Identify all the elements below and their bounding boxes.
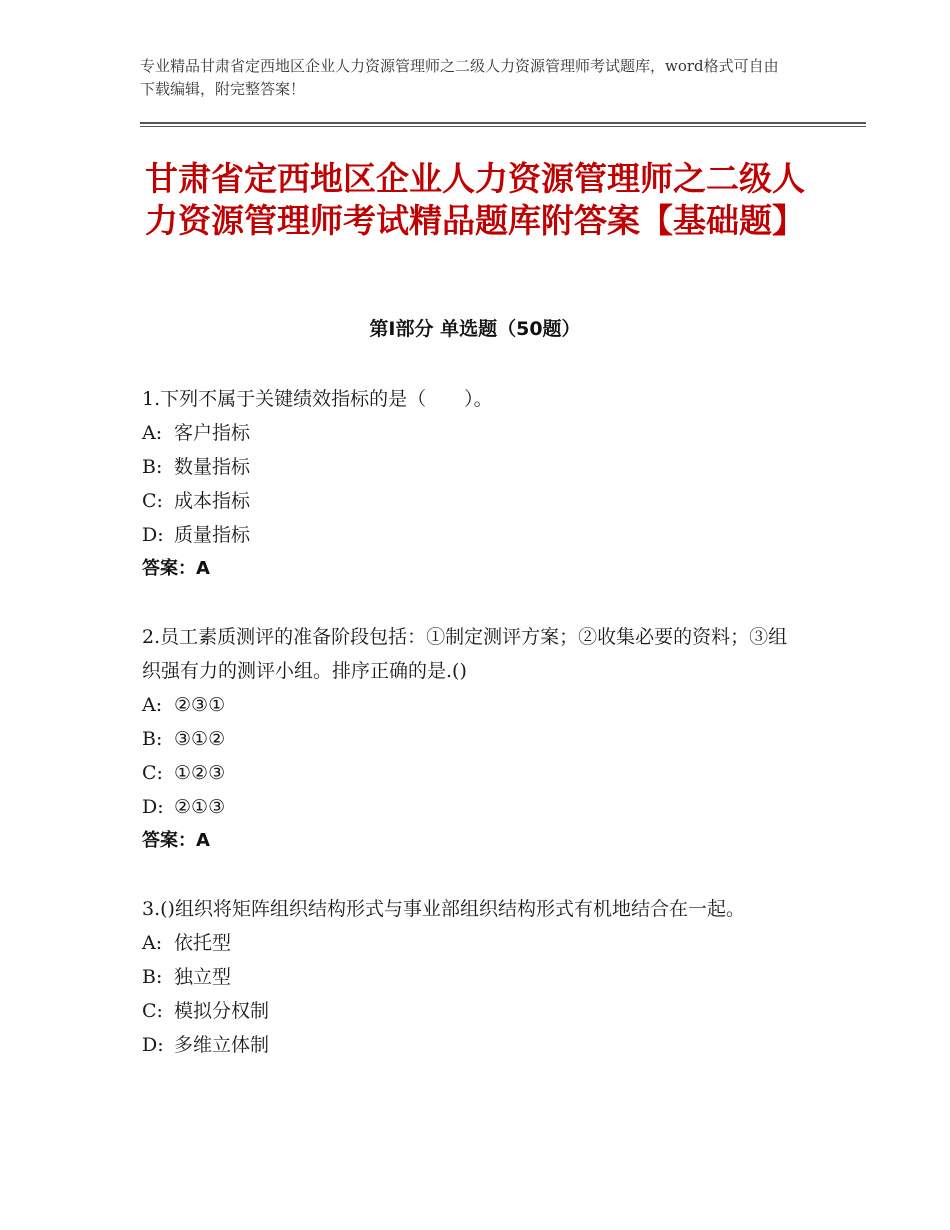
option-b [142,450,802,484]
question-text: 2.员工素质测评的准备阶段包括：①制定测评方案；②收集必要的资料；③组织强有力的测评小组。排序正确的是.() [142,626,788,682]
option-letter: B: [142,728,163,750]
option-c [142,756,802,790]
option-text: 模拟分权制 [174,1000,270,1022]
option-a [142,926,802,960]
option-letter: B: [142,966,163,988]
document-title: 甘肃省定西地区企业人力资源管理师之二级人力资源管理师考试精品题库附答案【基础题】 [145,159,805,240]
option-d [142,790,802,824]
option-text: 独立型 [174,966,232,988]
option-letter: D: [142,796,164,818]
question-list [142,382,802,1096]
option-letter: C: [142,1000,163,1022]
option-a [142,688,802,722]
option-text: ②③① [174,694,226,716]
option-text: ②①③ [174,796,226,818]
section-title: 第Ⅰ部分 单选题（50题） [369,318,581,340]
question-text: 1.下列不属于关键绩效指标的是（ ）。 [142,388,493,410]
header-rule-thick [140,122,866,124]
question-2 [142,620,802,858]
option-letter: C: [142,762,163,784]
option-a [142,416,802,450]
option-text: ①②③ [174,762,226,784]
option-b [142,960,802,994]
option-b [142,722,802,756]
option-c [142,994,802,1028]
option-letter: C: [142,490,163,512]
header-rule-thin [140,126,866,127]
option-d [142,518,802,552]
header-note: 专业精品甘肃省定西地区企业人力资源管理师之二级人力资源管理师考试题库，word格式可自由下载编辑，附完整答案！ [140,57,779,98]
option-text: 客户指标 [174,422,251,444]
answer-line: 答案：A [142,558,210,579]
option-letter: A: [142,932,163,954]
option-d [142,1028,802,1062]
option-letter: A: [142,694,163,716]
question-1 [142,382,802,586]
option-text: 质量指标 [174,524,251,546]
option-letter: B: [142,456,163,478]
option-letter: D: [142,524,164,546]
option-text: 数量指标 [174,456,251,478]
option-text: 依托型 [174,932,232,954]
option-text: 成本指标 [174,490,251,512]
answer-line: 答案：A [142,830,210,851]
option-text: 多维立体制 [174,1034,270,1056]
option-letter: A: [142,422,163,444]
question-text: 3.()组织将矩阵组织结构形式与事业部组织结构形式有机地结合在一起。 [142,898,745,920]
option-text: ③①② [174,728,226,750]
question-3 [142,892,802,1062]
option-c [142,484,802,518]
option-letter: D: [142,1034,164,1056]
